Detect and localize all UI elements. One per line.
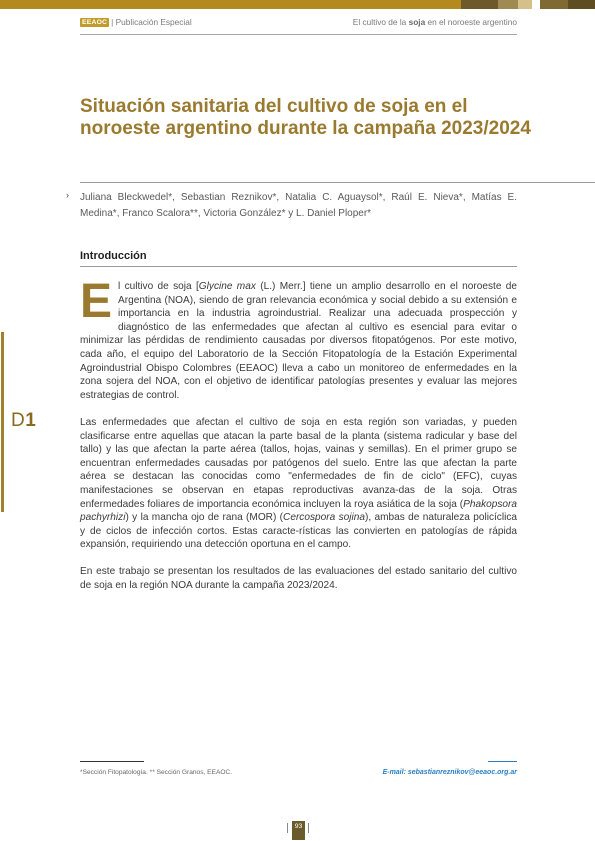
author-marker-icon: › bbox=[66, 190, 69, 200]
header-color-swatch bbox=[540, 0, 568, 9]
footnote-divider bbox=[80, 761, 144, 762]
header-color-band bbox=[0, 0, 461, 9]
paragraph-2: Las enfermedades que afectan el cultivo de soja en esta región son variadas, y pueden clasificarse entre aquellas que atacan la parte basal de la planta (sistema radicular y base del tallo) y las que afectan la parte aérea (tallos, hojas, vainas y semillas). En el primer grupo se encuentran enfermedades causadas por patógenos del suelo. Entre las que afectan la parte aérea se destacan las conocidas como "enfermedades de fin de ciclo" (EFC), cuyas manifestaciones se observan en etapas reproductivas avanza-das de la soja. Otras enfermedades foliares de importancia económica incluyen la roya asiática de la soja (Phakopsora pachyrhizi) y la mancha ojo de rana (MOR) (Cercospora sojina), ambas de naturaleza policíclica y de ciclos de infección cortos. Estas caracte-rísticas las convierten en patologías de rápida expansión, requiriendo una detección oportuna en el campo. bbox=[80, 416, 517, 551]
page-number-bar bbox=[287, 823, 288, 833]
section-heading-intro: Introducción bbox=[80, 250, 147, 262]
running-title: El cultivo de la soja en el noroeste argentino bbox=[352, 17, 517, 27]
header-color-swatch bbox=[568, 0, 595, 9]
contact-email-link[interactable]: E-mail: sebastianreznikov@eeaoc.org.ar bbox=[382, 769, 517, 776]
drop-cap: E bbox=[80, 275, 113, 328]
section-divider bbox=[80, 266, 517, 267]
page-number-box bbox=[287, 821, 309, 841]
running-header bbox=[80, 17, 517, 31]
article-body bbox=[80, 275, 518, 606]
page-number: 93 bbox=[292, 821, 305, 840]
author-list: Juliana Bleckwedel*, Sebastian Reznikov*, Natalia C. Aguaysol*, Raúl E. Nieva*, Matías E. Medina*, Franco Scalora**, Victoria González* y L. Daniel Ploper* bbox=[80, 192, 517, 219]
eeaoc-logo: EEAOC bbox=[82, 19, 108, 26]
paragraph-1: El cultivo de soja [Glycine max (L.) Merr.] tiene un amplio desarrollo en el noroeste de Argentina (NOA), siendo de gran relevancia económica y social debido a su extensión e importancia en la industria agroindustrial. Realizar una adecuada prospección y diagnóstico de las enfermedades que afectan al cultivo es esencial para evitar o minimizar las pérdidas de rendimiento causadas por diversos fitopatógenos. Por este motivo, cada año, el equipo del Laboratorio de la Sección Fitopatología de la Estación Experimental Agroindustrial Obispo Colombres (EEAOC) lleva a cabo un monitoreo de enfermedades en la zona sojera del NOA, con el objetivo de identificar patologías presentes y evaluar las mejores estrategias de control. bbox=[80, 275, 518, 401]
publication-label: | Publicación Especial bbox=[111, 17, 192, 27]
header-color-swatch bbox=[461, 0, 498, 9]
affiliation-footnote: *Sección Fitopatología. ** Sección Granos, EEAOC. bbox=[80, 769, 233, 776]
paragraph-3: En este trabajo se presentan los resultados de las evaluaciones del estado sanitario del cultivo de soja en la región NOA durante la campaña 2023/2024. bbox=[80, 566, 517, 592]
article-title: Situación sanitaria del cultivo de soja en el noroeste argentino durante la campaña 2023/2024 bbox=[80, 96, 531, 139]
sidebar-accent-line bbox=[1, 332, 4, 512]
header-color-swatch bbox=[498, 0, 518, 9]
header-color-swatch bbox=[532, 0, 540, 9]
page-number-bar bbox=[308, 823, 309, 833]
title-divider bbox=[80, 182, 595, 183]
section-code-label: D1 bbox=[11, 410, 37, 431]
header-divider bbox=[80, 34, 517, 35]
header-color-swatch bbox=[518, 0, 532, 9]
email-divider bbox=[488, 761, 517, 762]
